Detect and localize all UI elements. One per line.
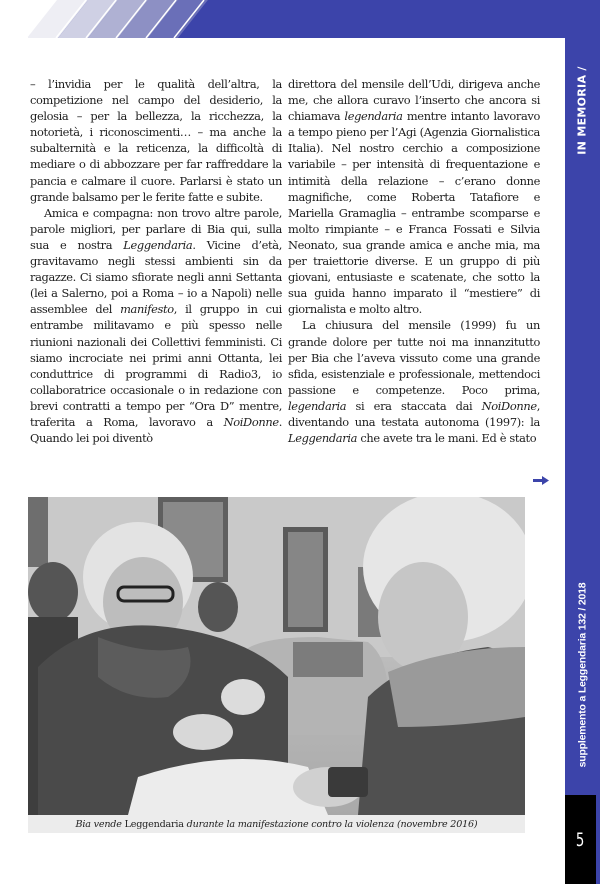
publication-credit (565, 560, 600, 790)
italic-title: Leggendaria (123, 237, 193, 252)
paragraph (30, 205, 282, 446)
article-column-right (288, 76, 540, 446)
italic-title: manifesto (120, 302, 174, 317)
page-number: 5 (576, 828, 585, 851)
section-label-text: IN MEMORIA / (576, 65, 590, 155)
paragraph (288, 317, 540, 446)
text-run: che avete tra le mani. Ed è stato (357, 431, 537, 446)
text-run: , il gruppo in cui entrambe militavamo e più spesso nelle riunioni nazionali dei Collettivi femministi. Ci siamo incrociate nei primi anni Ottanta, lei conduttrice di programmi di Radio3, io collaboratrice occasionale o in redazione con brevi contratti a tempo per “Ora D” mentre, traferita a Roma, lavoravo a (30, 302, 282, 429)
diagonal-stripes-decoration (0, 0, 600, 38)
article-photo (28, 497, 525, 815)
section-label (565, 40, 600, 180)
paragraph: – l’invidia per le qualità dell’altra, la competizione nel campo del desiderio, la gelosia – per la bellezza, la ricchezza, la notorietà, i riconoscimenti… – ma anche la subalternità e la reticenza, la difficoltà di mediare o di abbozzare per far raffreddare la pancia e calmare il cuore. Parlarsi è stato un grande balsamo per le ferite fatte e subite. (30, 77, 282, 204)
caption-italic: durante la manifestazione contro la violenza (novembre 2016) (183, 818, 478, 830)
photo-caption (28, 815, 525, 833)
text-run: Amica e compagna: non trovo altre parole, parole migliori, per parlare di Bia qui, sulla sua e nostra (30, 205, 282, 252)
text-run: direttora del mensile dell’Udi, dirigeva anche me, che allora curavo l’inserto che ancora si chiamava (288, 77, 540, 124)
paragraph (288, 76, 540, 317)
text-run: . Quando lei poi diventò (30, 414, 282, 446)
text-run: . Vicine d’età, gravitavamo negli stessi ambienti sin da ragazze. Ci siamo sfiorate negli anni Settanta (lei a Salerno, poi a Roma – io a Napoli) nelle assemblee del (30, 237, 282, 317)
italic-title: NoiDonne (223, 414, 279, 429)
text-run: La chiusura del mensile (1999) fu un grande dolore per tutte noi ma innanzitutto per Bia che l’aveva vissuto come una grande sfida, esistenziale e professionale, mettendoci passione e competenze. Poco prima, (288, 318, 540, 397)
italic-title: NoiDonne (481, 398, 537, 413)
italic-title: legendaria (288, 398, 347, 413)
caption-roman: Leggendaria (124, 818, 184, 830)
italic-title: legendaria (344, 109, 403, 124)
page-number-box (565, 795, 596, 884)
arrow-right-icon (533, 476, 549, 485)
photo-image (28, 497, 525, 815)
header-band (0, 0, 600, 38)
publication-credit-text: supplemento a Leggendaria 132 / 2018 (576, 582, 589, 768)
text-run: , diventando una testata autonoma (1997): la (288, 398, 540, 429)
article-column-left (30, 76, 282, 446)
caption-italic: Bia vende (75, 818, 125, 830)
caption-text (76, 819, 478, 830)
italic-title: Leggendaria (288, 431, 358, 446)
text-run: mentre intanto lavoravo a tempo pieno per l’Agi (Agenzia Giornalistica Italia). Nel nostro cerchio a composizione variabile – per intensità di frequentazione e intimità della relazione – c’erano donne magnifiche, come Roberta Tatafiore e Mariella Gramaglia – entrambe scomparse e molto rimpiante – e Franca Fossati e Silvia Neonato, sua grande amica e anche mia, ma per traiettorie diverse. E un gruppo di più giovani, entusiaste e scatenate, che sotto la sua guida hanno imparato il “mestiere” di giornalista e molto altro. (288, 109, 540, 317)
text-run: si era staccata dai (346, 398, 482, 413)
